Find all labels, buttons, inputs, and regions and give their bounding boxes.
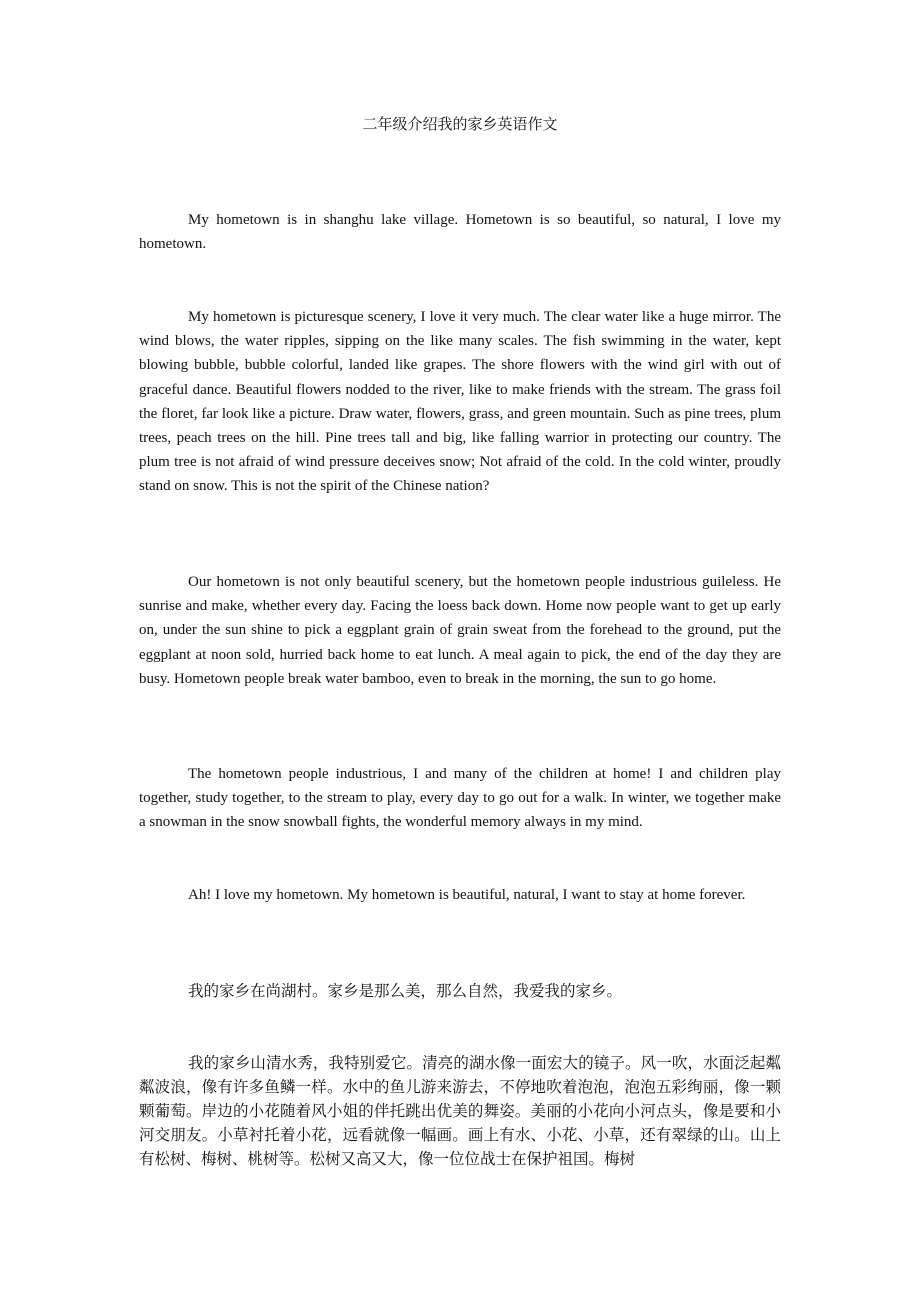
page-title: 二年级介绍我的家乡英语作文 [362,117,558,133]
paragraph-en-3: Our hometown is not only beautiful scenery, but the hometown people industrious guileless. He sunrise and make, whether every day. Facing the loess back down. Home now people want to get up early on, under the sun shine to pick a eggplant grain of grain sweat from the forehead to the ground, put the eggplant at noon sold, hurried back home to eat lunch. A meal again to pick, the end of the day they are busy. Hometown people break water bamboo, even to break in the morning, the sun to go home. [139,574,781,687]
paragraph-en-4: The hometown people industrious, I and many of the children at home! I and children play together, study together, to the stream to play, every day to go out for a walk. In winter, we together make a snowman in the snow snowball fights, the wonderful memory always in my mind. [139,766,781,831]
paragraph-zh-1: 我的家乡在尚湖村。家乡是那么美，那么自然，我爱我的家乡。 [188,983,623,1000]
paragraph-en-5: Ah! I love my hometown. My hometown is beautiful, natural, I want to stay at home forever. [188,887,746,903]
paragraph-zh-2: 我的家乡山清水秀，我特别爱它。清亮的湖水像一面宏大的镜子。风一吹，水面泛起粼粼波浪，像有许多鱼鳞一样。水中的鱼儿游来游去，不停地吹着泡泡，泡泡五彩绚丽，像一颗颗葡萄。岸边的小花随着风小姐的伴托跳出优美的舞姿。美丽的小花向小河点头，像是要和小河交朋友。小草衬托着小花，远看就像一幅画。画上有水、小花、小草，还有翠绿的山。山上有松树、梅树、桃树等。松树又高又大，像一位位战士在保护祖国。梅树 [139,1055,781,1168]
paragraph-en-1: My hometown is in shanghu lake village. Hometown is so beautiful, so natural, I love my hometown. [139,212,781,253]
paragraph-en-2: My hometown is picturesque scenery, I love it very much. The clear water like a huge mirror. The wind blows, the water ripples, sipping on the like many scales. The fish swimming in the water, kept blowing bubble, bubble colorful, landed like grapes. The shore flowers with the wind girl with out of graceful dance. Beautiful flowers nodded to the river, like to make friends with the stream. The grass foil the floret, far look like a picture. Draw water, flowers, grass, and green mountain. Such as pine trees, plum trees, peach trees on the hill. Pine trees tall and big, like falling warrior in protecting our country. The plum tree is not afraid of wind pressure deceives snow; Not afraid of the cold. In the cold winter, proudly stand on snow. This is not the spirit of the Chinese nation? [139,309,781,495]
